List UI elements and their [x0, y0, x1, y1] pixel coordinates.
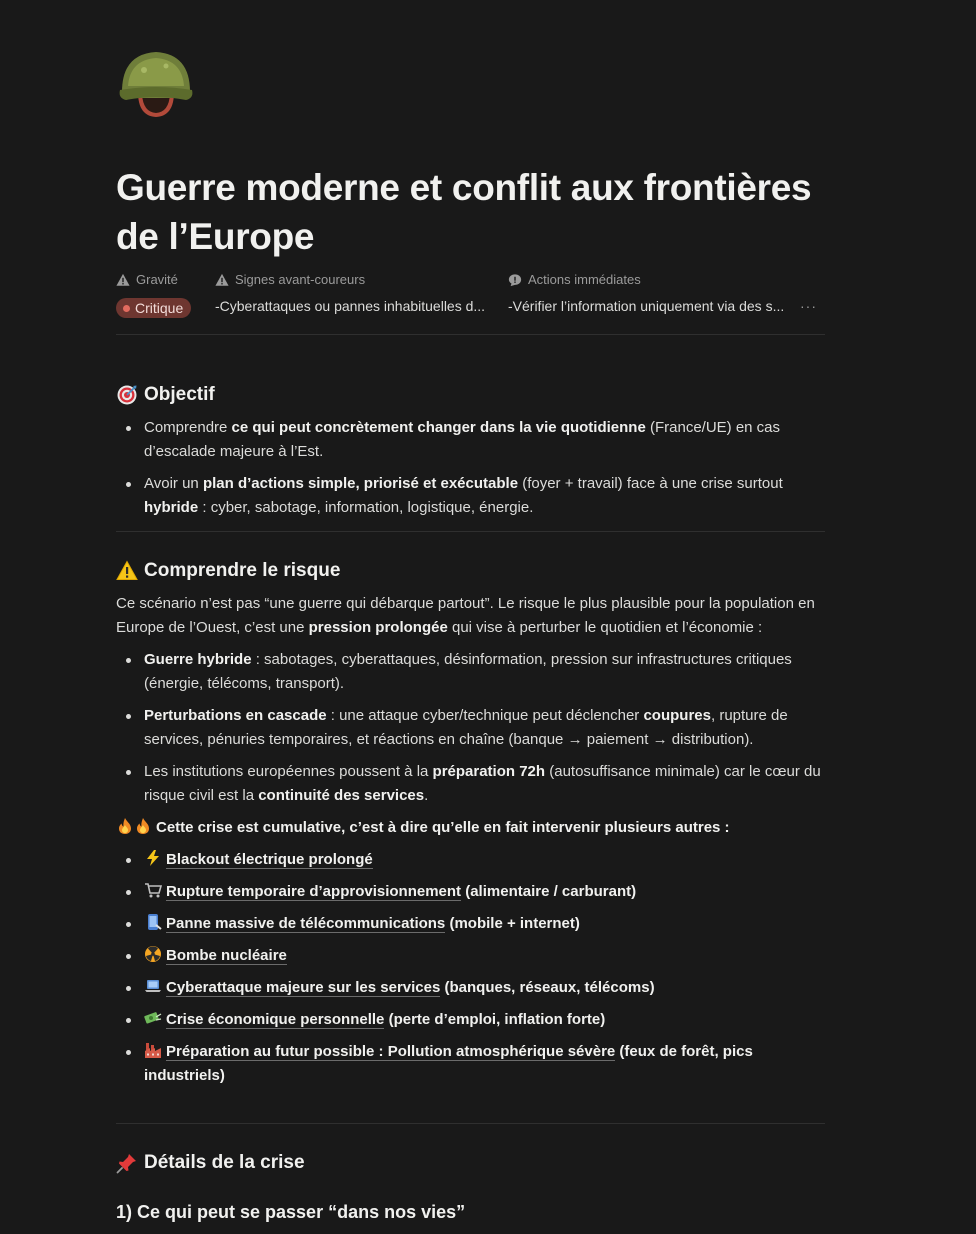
- property-signes-label: Signes avant-coureurs: [235, 272, 366, 287]
- warning-icon: [116, 560, 138, 582]
- more-properties-button[interactable]: ···: [800, 298, 817, 314]
- crisis-link-cyberattaque[interactable]: Cyberattaque majeure sur les services: [166, 979, 441, 996]
- crisis-link-pollution[interactable]: Préparation au futur possible : Pollution atmosphérique sévère: [166, 1043, 616, 1060]
- objectif-list: [116, 416, 825, 520]
- pushpin-icon: [116, 1152, 138, 1174]
- list-item[interactable]: Crise économique personnelle (perte d’emploi, inflation forte): [116, 1008, 825, 1032]
- crisis-link-economique[interactable]: Crise économique personnelle: [166, 1011, 385, 1028]
- details-heading[interactable]: [116, 1150, 825, 1176]
- details-heading-text: Détails de la crise: [144, 1152, 305, 1173]
- property-gravite-value[interactable]: [116, 298, 191, 318]
- cumulative-text: Cette crise est cumulative, c’est à dire qu’elle en fait intervenir plusieurs autres :: [156, 819, 730, 836]
- property-signes-value[interactable]: -Cyberattaques ou pannes inhabituelles d...: [215, 298, 486, 314]
- page-title[interactable]: Guerre moderne et conflit aux frontières de l’Europe: [116, 167, 812, 257]
- property-gravite-header[interactable]: [116, 272, 178, 287]
- list-item[interactable]: Comprendre ce qui peut concrètement changer dans la vie quotidienne (France/UE) en cas d’escalade majeure à l’Est.: [116, 416, 825, 464]
- list-item[interactable]: Panne massive de télécommunications (mobile + internet): [116, 912, 825, 936]
- properties-row: [116, 270, 825, 335]
- objectif-heading[interactable]: [116, 382, 825, 408]
- risque-list: [116, 648, 825, 808]
- risque-heading-text: Comprendre le risque: [144, 560, 341, 581]
- crisis-link-nucleaire[interactable]: Bombe nucléaire: [166, 947, 287, 964]
- cumulative-note[interactable]: [116, 816, 825, 840]
- crisis-link-telecom[interactable]: Panne massive de télécommunications: [166, 915, 446, 932]
- risque-heading[interactable]: [116, 558, 825, 584]
- property-actions-label: Actions immédiates: [528, 272, 641, 287]
- critique-tag[interactable]: [116, 298, 191, 318]
- list-item[interactable]: Guerre hybride : sabotages, cyberattaques, désinformation, pression sur infrastructures critiques (énergie, télécoms, transport).: [116, 648, 825, 696]
- risque-intro[interactable]: Ce scénario n’est pas “une guerre qui débarque partout”. Le risque le plus plausible pour la population en Europe de l’Ouest, c’est une pression prolongée qui vise à perturber le quotidien et l’économie :: [116, 595, 815, 636]
- tag-dot: [123, 305, 130, 312]
- target-icon: [116, 384, 138, 406]
- crisis-link-blackout[interactable]: Blackout électrique prolongé: [166, 851, 373, 868]
- property-gravite-label: Gravité: [136, 272, 178, 287]
- list-item[interactable]: Avoir un plan d’actions simple, priorisé et exécutable (foyer + travail) face à une crise surtout hybride : cyber, sabotage, information, logistique, énergie.: [116, 472, 825, 520]
- list-item[interactable]: Les institutions européennes poussent à la préparation 72h (autosuffisance minimale) car le cœur du risque civil est la continuité des services.: [116, 760, 825, 808]
- phone-icon: [144, 913, 162, 931]
- property-signes-header[interactable]: [215, 272, 365, 287]
- warning-icon: [215, 273, 229, 287]
- property-actions-value[interactable]: -Vérifier l’information uniquement via des s...: [508, 298, 785, 314]
- linked-crises-list: [116, 848, 825, 1088]
- risque-section: [116, 558, 825, 1088]
- factory-icon: [144, 1041, 162, 1059]
- list-item[interactable]: [116, 944, 825, 968]
- list-item[interactable]: Rupture temporaire d’approvisionnement (alimentaire / carburant): [116, 880, 825, 904]
- divider: [116, 1123, 825, 1124]
- property-actions-header[interactable]: [508, 272, 641, 287]
- laptop-icon: [144, 977, 162, 995]
- helmet-icon[interactable]: [116, 40, 196, 120]
- list-item[interactable]: Cyberattaque majeure sur les services (banques, réseaux, télécoms): [116, 976, 825, 1000]
- lightning-icon: [144, 849, 162, 867]
- details-subheading[interactable]: 1) Ce qui peut se passer “dans nos vies”: [116, 1202, 466, 1222]
- crisis-link-approvisionnement[interactable]: Rupture temporaire d’approvisionnement: [166, 883, 462, 900]
- cart-icon: [144, 881, 162, 899]
- objectif-heading-text: Objectif: [144, 384, 215, 405]
- list-item[interactable]: Préparation au futur possible : Pollution atmosphérique sévère (feux de forêt, pics industriels): [116, 1040, 825, 1088]
- list-item[interactable]: [116, 848, 825, 872]
- fire-icon: [134, 817, 152, 835]
- tag-label: Critique: [135, 300, 184, 316]
- money-icon: [144, 1009, 162, 1027]
- objectif-section: [116, 382, 825, 520]
- list-item[interactable]: Perturbations en cascade : une attaque cyber/technique peut déclencher coupures, rupture de services, pénuries temporaires, et réactions en chaîne (banque → paiement → distribution).: [116, 704, 825, 752]
- divider: [116, 531, 825, 532]
- warning-icon: [116, 273, 130, 287]
- fire-icon: [116, 817, 134, 835]
- speech-bubble-icon: [508, 273, 522, 287]
- details-section: [116, 1150, 825, 1225]
- radioactive-icon: [144, 945, 162, 963]
